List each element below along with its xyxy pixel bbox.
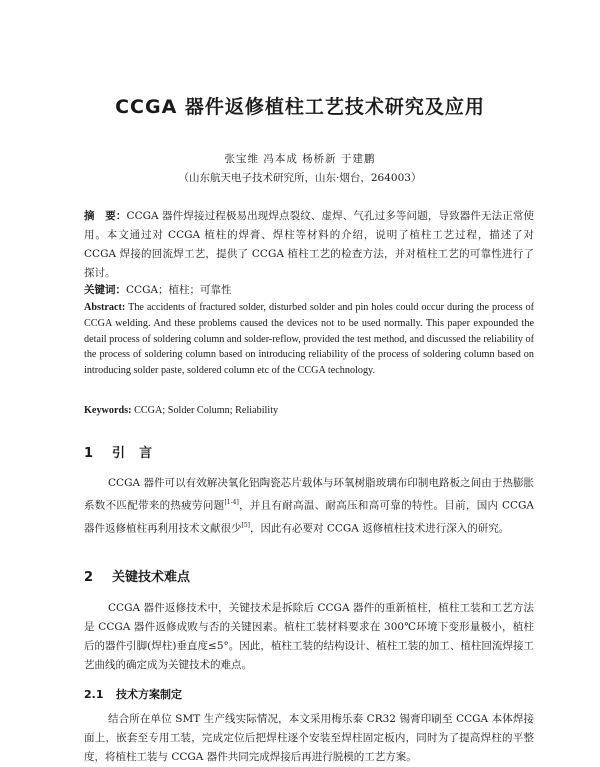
section-1-text-c: ，因此有必要对 CCGA 返修植柱技术进行深入的研究。 — [250, 522, 510, 534]
keywords-cn-label: 关键词： — [84, 284, 126, 296]
abstract-en-label: Abstract: — [84, 302, 126, 313]
section-1-text-b: ，并且有耐高温、耐高压和高可靠的特性。目前，国内 CCGA 器件返修植柱再利用技术文献很少 — [84, 499, 535, 534]
paper-title: CCGA 器件返修植柱工艺技术研究及应用 — [115, 96, 485, 118]
keywords-en-label: Keywords: — [84, 405, 132, 416]
abstract-cn-text: CCGA 器件焊接过程极易出现焊点裂纹、虚焊、气孔过多等问题，导致器件无法正常使用。本文通过对 CCGA 植柱的焊膏、焊柱等材料的介绍，说明了植柱工艺过程，描述了对 CCGA 焊接的回流焊工艺，提供了 CCGA 植柱工艺的检查方法，并对植柱工艺的可靠性进行了探讨。 — [84, 210, 535, 279]
section-2-text: CCGA 器件返修技术中，关键技术是拆除后 CCGA 器件的重新植柱，植柱工装和工艺方法是 CCGA 器件返修成败与否的关键因素。植柱工装材料要求在 300℃环境下变形量极小，植柱后的器件引脚(焊柱)垂直度≤5°。因此，植柱工装的结构设计、植柱工装的加工、植柱回流焊接工艺曲线的确定成为关键技术的难点。 — [84, 602, 534, 671]
section-2-1-number: 2.1 — [84, 688, 104, 701]
affiliation: （山东航天电子技术研究所，山东·烟台，264003） — [178, 172, 422, 184]
keywords-cn — [84, 281, 534, 300]
citation-5: [5] — [241, 521, 250, 529]
section-1-number: 1 — [84, 446, 94, 461]
author-list: 张宝维 冯本成 杨桥新 于建鹏 — [224, 153, 376, 165]
citation-1-4: [1-4] — [224, 499, 239, 506]
abstract-en — [84, 300, 534, 379]
keywords-cn-text: CCGA；植柱；可靠性 — [126, 284, 232, 296]
abstract-en-text: The accidents of fractured solder, disturbed solder and pin holes could occur during the process of CCGA welding. And these problems caused the devices not to be used normally. This paper expounded the detail process of soldering column and solder-reflow, provided the test method, and discussed the reliability of the process of soldering column based on introducing reliability of the process of soldering column based on introducing solder paste, soldered column etc of the CCGA technology. — [84, 302, 534, 377]
section-1-title: 引言 — [112, 446, 167, 461]
keywords-en — [84, 403, 534, 419]
section-2-number: 2 — [84, 570, 94, 585]
section-1-text-a: CCGA 器件可以有效解决氧化铝陶瓷芯片载体与环氧树脂玻璃布印制电路板之间由于热膨胀系数不匹配带来的热疲劳问题 — [84, 477, 534, 512]
keywords-en-text: CCGA; Solder Column; Reliability — [131, 405, 279, 416]
section-1-paragraph — [84, 474, 534, 538]
abstract-cn-label: 摘 要： — [84, 210, 127, 222]
section-1-heading — [84, 442, 166, 461]
section-2-1-paragraph — [84, 710, 534, 767]
section-2-1-text: 结合所在单位 SMT 生产线实际情况，本文采用梅乐泰 CR32 锡膏印刷至 CCGA 本体焊接面上，嵌套至专用工装，完成定位后把焊柱逐个安装至焊柱固定板内，同时为了提高焊柱的平整度，将植柱工装与 CCGA 器件共同完成焊接后再进行脱模的工艺方案。 — [84, 713, 534, 763]
section-2-title: 关键技术难点 — [112, 570, 191, 585]
section-2-paragraph — [84, 599, 534, 675]
section-2-heading — [84, 566, 190, 585]
section-2-1-title: 技术方案制定 — [116, 688, 182, 701]
section-2-1-heading — [84, 686, 182, 702]
abstract-cn — [84, 207, 534, 283]
